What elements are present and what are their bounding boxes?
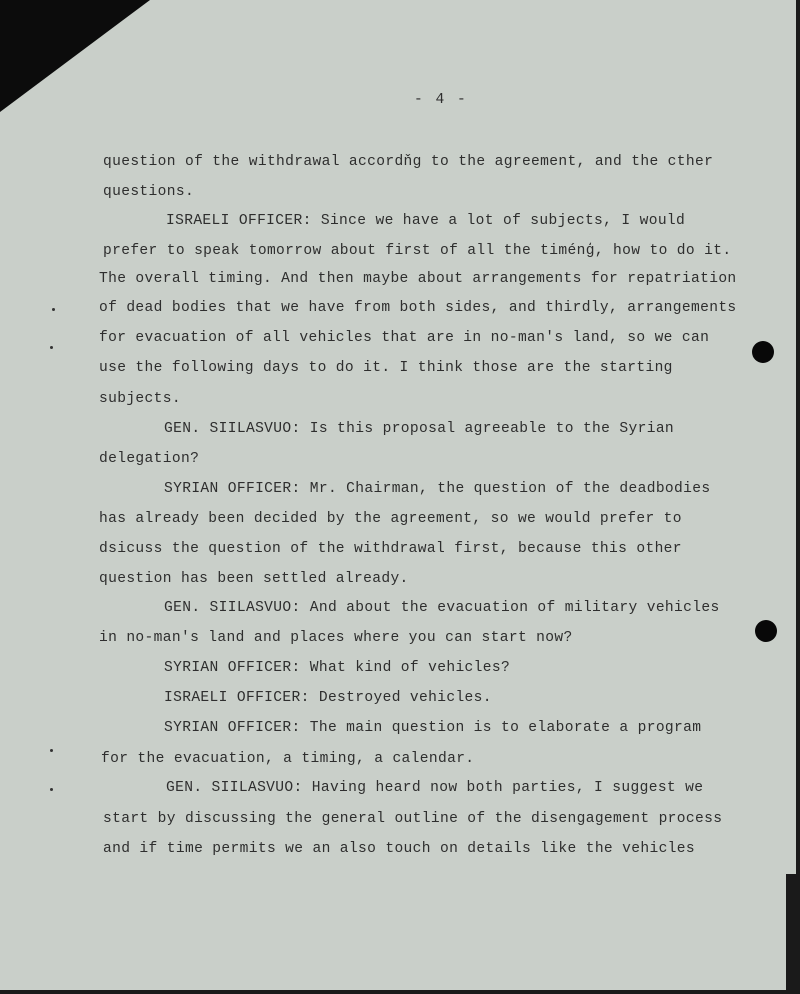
scan-edge-corner [786,874,800,994]
text-line: GEN. SIILASVUO: Is this proposal agreeable to the Syrian [164,421,675,437]
text-line: ISRAELI OFFICER: Since we have a lot of subjects, I would [166,213,686,229]
text-line: for the evacuation, a timing, a calendar. [101,751,475,767]
text-line: GEN. SIILASVUO: Having heard now both parties, I suggest we [166,780,704,796]
text-line: SYRIAN OFFICER: What kind of vehicles? [164,660,511,676]
text-line: GEN. SIILASVUO: And about the evacuation of military vehicles [164,600,720,616]
text-line: SYRIAN OFFICER: The main question is to elaborate a program [164,720,702,736]
punch-hole [755,620,777,642]
text-line: prefer to speak tomorrow about first of all the timénģ, how to do it. [103,243,732,259]
text-line: The overall timing. And then maybe about arrangements for repatriation [99,271,737,287]
text-line: subjects. [99,391,181,407]
text-line: question of the withdrawal accordňg to the agreement, and the cther [103,154,714,170]
scan-speck [50,749,53,752]
text-line: questions. [103,184,195,200]
text-line: ISRAELI OFFICER: Destroyed vehicles. [164,690,492,706]
text-line: SYRIAN OFFICER: Mr. Chairman, the question of the deadbodies [164,481,711,497]
scan-speck [50,346,53,349]
text-line: and if time permits we an also touch on details like the vehicles [103,841,695,857]
text-line: delegation? [99,451,200,467]
scan-edge-right [796,0,800,994]
scan-edge-bottom [0,990,800,994]
text-line: start by discussing the general outline of the disengagement process [103,811,723,827]
folded-corner [0,0,150,112]
text-line: question has been settled already. [99,571,409,587]
text-line: of dead bodies that we have from both sides, and thirdly, arrangements [99,300,737,316]
punch-hole [752,341,774,363]
page-number: - 4 - [414,92,468,108]
scan-speck [50,788,53,791]
text-line: use the following days to do it. I think those are the starting [99,360,673,376]
scan-speck [52,308,55,311]
text-line: for evacuation of all vehicles that are in no-man's land, so we can [99,330,710,346]
text-line: has already been decided by the agreement, so we would prefer to [99,511,682,527]
text-line: in no-man's land and places where you can start now? [99,630,573,646]
text-line: dsicuss the question of the withdrawal first, because this other [99,541,682,557]
